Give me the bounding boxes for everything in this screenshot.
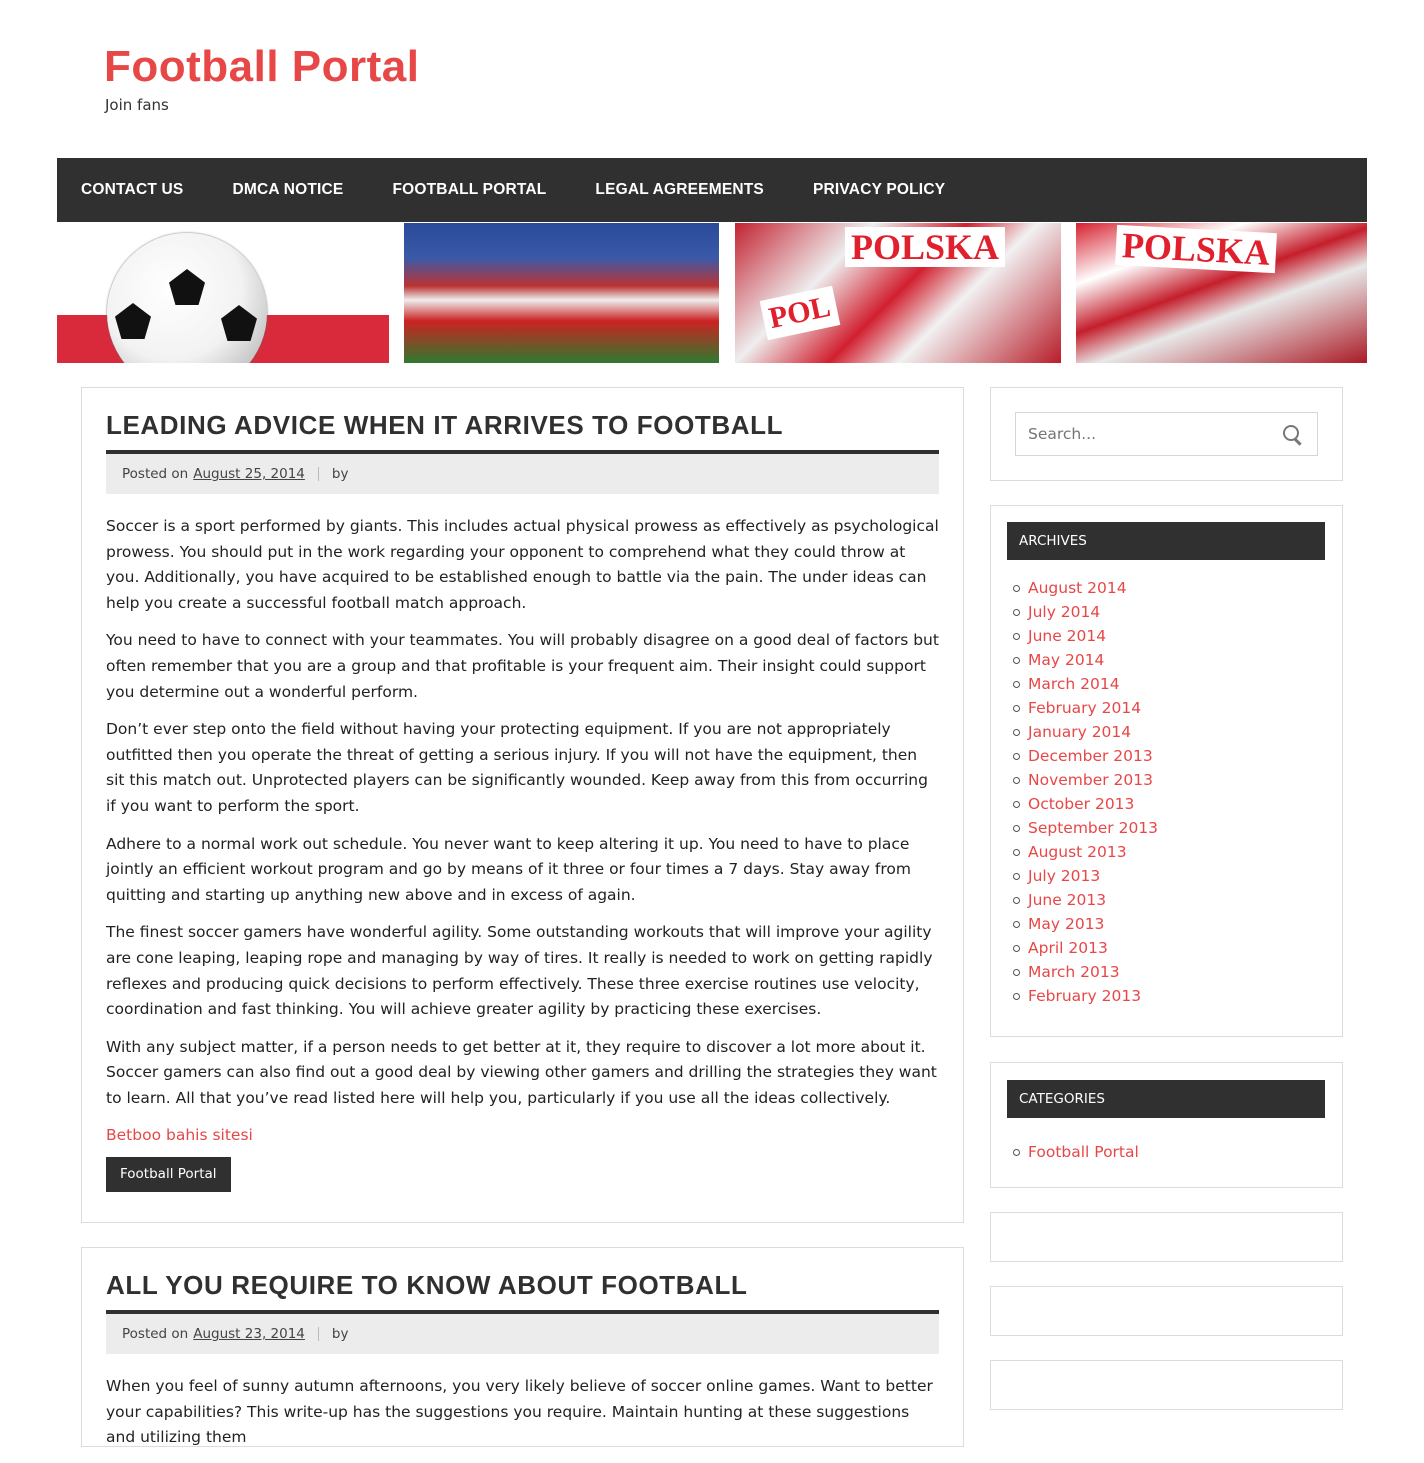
category-item xyxy=(1013,1140,1139,1164)
archive-link[interactable]: September 2013 xyxy=(1028,819,1159,837)
archive-link[interactable]: June 2013 xyxy=(1028,891,1107,909)
archive-item xyxy=(1013,768,1158,792)
banner-text: POL xyxy=(760,286,840,340)
archive-link[interactable]: December 2013 xyxy=(1028,747,1153,765)
meta-divider xyxy=(318,1327,319,1341)
archive-link[interactable]: January 2014 xyxy=(1028,723,1132,741)
archive-link[interactable]: July 2014 xyxy=(1028,603,1101,621)
nav-item-legal-agreements[interactable]: LEGAL AGREEMENTS xyxy=(595,181,764,198)
archive-item xyxy=(1013,744,1158,768)
search-icon[interactable] xyxy=(1283,425,1303,445)
post-paragraph: Soccer is a sport performed by giants. This includes actual physical prowess as effectively as psychological prowess. You should put in the work regarding your opponent to comprehend what they could throw at you. Additionally, you have acquired to be established enough to battle via the pain. The under ideas can help you create a successful football match approach. xyxy=(106,517,939,612)
archive-link[interactable]: October 2013 xyxy=(1028,795,1135,813)
archive-item xyxy=(1013,912,1158,936)
by-label: by xyxy=(331,466,349,482)
empty-widget xyxy=(990,1286,1343,1336)
banner-text: POLSKA xyxy=(845,227,1005,267)
post-article xyxy=(81,1247,964,1447)
bullet-icon xyxy=(1013,945,1020,952)
bullet-icon xyxy=(1013,873,1020,880)
bullet-icon xyxy=(1013,657,1020,664)
bullet-icon xyxy=(1013,705,1020,712)
archives-widget xyxy=(990,505,1343,1037)
post-meta xyxy=(106,1310,939,1354)
bullet-icon xyxy=(1013,585,1020,592)
post-meta xyxy=(106,450,939,494)
bullet-icon xyxy=(1013,1149,1020,1156)
post-content xyxy=(106,514,939,1192)
archive-item xyxy=(1013,576,1158,600)
archive-link[interactable]: November 2013 xyxy=(1028,771,1154,789)
archive-link[interactable]: August 2013 xyxy=(1028,843,1127,861)
category-tag-button[interactable]: Football Portal xyxy=(106,1157,231,1192)
archive-link[interactable]: April 2013 xyxy=(1028,939,1108,957)
archive-item xyxy=(1013,624,1158,648)
banner-scarves-photo xyxy=(1076,223,1367,363)
post-date-link[interactable]: August 25, 2014 xyxy=(193,466,305,482)
bullet-icon xyxy=(1013,801,1020,808)
empty-widget xyxy=(990,1360,1343,1410)
post-paragraph: With any subject matter, if a person needs to get better at it, they require to discover a lot more about it. Soccer gamers can also find out a good deal by viewing other gamers and drilling the strategies they want to learn. All that you’ve read listed here will help you, particularly if you use all the ideas collectively. xyxy=(106,1037,937,1107)
post-content xyxy=(106,1374,939,1451)
archive-item xyxy=(1013,936,1158,960)
categories-list xyxy=(1013,1140,1139,1164)
post-date-link[interactable]: August 23, 2014 xyxy=(193,1326,305,1342)
search-form xyxy=(1015,412,1318,456)
site-tagline: Join fans xyxy=(105,96,169,114)
posted-on-label: Posted on xyxy=(122,1326,189,1342)
bullet-icon xyxy=(1013,969,1020,976)
post-title[interactable]: ALL YOU REQUIRE TO KNOW ABOUT FOOTBALL xyxy=(106,1270,748,1300)
bullet-icon xyxy=(1013,609,1020,616)
post-paragraph: Adhere to a normal work out schedule. You never want to keep altering it up. You need to have to place jointly an efficient workout program and go by means of it three or four times a 7 days. Stay away from quitting and starting up anything new above and in excess of again. xyxy=(106,834,911,904)
bullet-icon xyxy=(1013,729,1020,736)
archive-link[interactable]: July 2013 xyxy=(1028,867,1101,885)
archive-item xyxy=(1013,720,1158,744)
bullet-icon xyxy=(1013,825,1020,832)
main-navigation xyxy=(57,158,1367,222)
post-inline-link[interactable]: Betboo bahis sitesi xyxy=(106,1126,253,1145)
post-article xyxy=(81,387,964,1223)
header-banner-image xyxy=(57,223,1367,363)
bullet-icon xyxy=(1013,753,1020,760)
bullet-icon xyxy=(1013,777,1020,784)
archives-list xyxy=(1013,576,1158,1008)
post-paragraph: You need to have to connect with your teammates. You will probably disagree on a good deal of factors but often remember that you are a group and that profitable is your frequent aim. Their insight could support you determine out a wonderful perform. xyxy=(106,631,939,701)
site-header xyxy=(104,40,420,114)
archive-item xyxy=(1013,984,1158,1008)
banner-soccer-ball-panel xyxy=(57,223,389,363)
soccer-ball-icon xyxy=(107,233,267,363)
bullet-icon xyxy=(1013,633,1020,640)
banner-text: POLSKA xyxy=(1115,225,1277,273)
bullet-icon xyxy=(1013,681,1020,688)
empty-widget xyxy=(990,1212,1343,1262)
categories-widget-title: CATEGORIES xyxy=(1007,1080,1325,1118)
archive-link[interactable]: May 2013 xyxy=(1028,915,1105,933)
archive-item xyxy=(1013,792,1158,816)
archive-item xyxy=(1013,600,1158,624)
archive-item xyxy=(1013,840,1158,864)
archives-widget-title: ARCHIVES xyxy=(1007,522,1325,560)
archive-item xyxy=(1013,960,1158,984)
nav-item-dmca-notice[interactable]: DMCA NOTICE xyxy=(232,181,344,198)
meta-divider xyxy=(318,467,319,481)
post-paragraph: Don’t ever step onto the field without having your protecting equipment. If you are not appropriately outfitted then you operate the threat of getting a serious injury. If you will not have the equipment, then sit this match out. Unprotected players can be significantly wounded. Keep away from this from occurring if you want to perform the sport. xyxy=(106,720,928,815)
archive-link[interactable]: February 2014 xyxy=(1028,699,1142,717)
site-title-link[interactable]: Football Portal xyxy=(104,42,420,91)
archive-item xyxy=(1013,648,1158,672)
archive-item xyxy=(1013,816,1158,840)
category-link[interactable]: Football Portal xyxy=(1028,1143,1139,1161)
nav-item-football-portal[interactable]: FOOTBALL PORTAL xyxy=(392,181,547,198)
bullet-icon xyxy=(1013,921,1020,928)
bullet-icon xyxy=(1013,897,1020,904)
by-label: by xyxy=(331,1326,349,1342)
posted-on-label: Posted on xyxy=(122,466,189,482)
archive-link[interactable]: August 2014 xyxy=(1028,579,1127,597)
archive-item xyxy=(1013,672,1158,696)
bullet-icon xyxy=(1013,849,1020,856)
post-paragraph: The finest soccer gamers have wonderful agility. Some outstanding workouts that will improve your agility are cone leaping, leaping rope and managing by way of tires. It really is needed to work on getting rapidly reflexes and producing quick decisions to perform effectively. These three exercise routines use velocity, coordination and fast thinking. You will achieve greater agility by practicing these exercises. xyxy=(106,923,933,1019)
archive-link[interactable]: March 2014 xyxy=(1028,675,1120,693)
banner-team-photo xyxy=(404,223,719,363)
post-paragraph: When you feel of sunny autumn afternoons, you very likely believe of soccer online games. Want to better your capabilities? This write-up has the suggestions you require. Maintain hunting at these suggestions and utilizing them xyxy=(106,1377,933,1447)
banner-fans-photo xyxy=(735,223,1061,363)
archive-link[interactable]: June 2014 xyxy=(1028,627,1107,645)
search-input[interactable] xyxy=(1026,424,1280,444)
archive-link[interactable]: March 2013 xyxy=(1028,963,1120,981)
archive-item xyxy=(1013,864,1158,888)
nav-item-privacy-policy[interactable]: PRIVACY POLICY xyxy=(812,181,946,198)
archive-item xyxy=(1013,888,1158,912)
categories-widget xyxy=(990,1062,1343,1188)
archive-link[interactable]: February 2013 xyxy=(1028,987,1142,1005)
bullet-icon xyxy=(1013,993,1020,1000)
search-widget xyxy=(990,387,1343,481)
archive-link[interactable]: May 2014 xyxy=(1028,651,1105,669)
post-title[interactable]: LEADING ADVICE WHEN IT ARRIVES TO FOOTBALL xyxy=(106,410,784,440)
archive-item xyxy=(1013,696,1158,720)
nav-item-contact-us[interactable]: CONTACT US xyxy=(81,181,184,198)
